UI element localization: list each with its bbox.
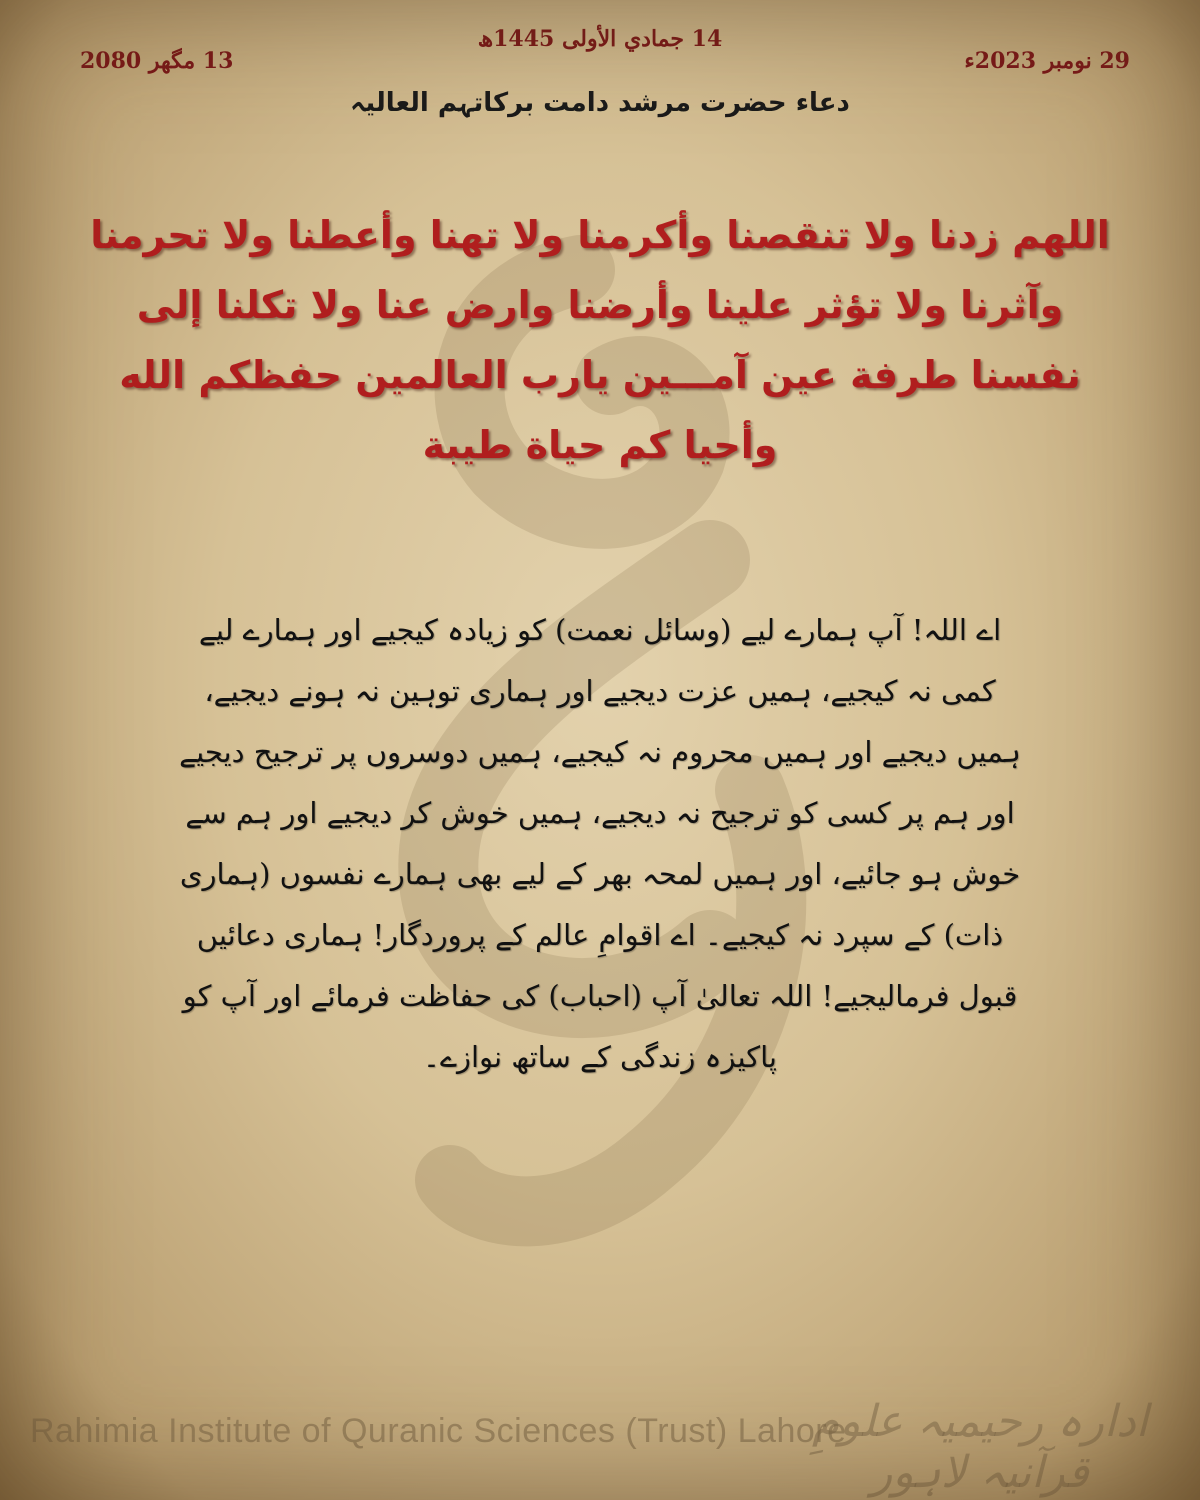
arabic-dua-text: اللهم زدنا ولا تنقصنا وأكرمنا ولا تهنا وأعطنا ولا تحرمنا وآثرنا ولا تؤثر علينا وأرضنا وارض عنا ولا تكلنا إلى نفسنا طرفة عين آمـــين يارب العالمين حفظكم الله وأحيا كم حياة طيبة [90,213,1110,467]
page-title: دعاء حضرت مرشد دامت برکاتہم العالیہ [350,88,850,118]
institute-name-english: Rahimia Institute of Quranic Sciences (Trust) Lahore [30,1412,847,1450]
date-hijri: 14 جمادي الأولى 1445ھ [477,26,723,52]
urdu-translation-text: اے اللہ! آپ ہمارے لیے (وسائل نعمت) کو زیادہ کیجیے اور ہمارے لیے کمی نہ کیجیے، ہمیں عزت دیجیے اور ہماری توہین نہ ہونے دیجیے، ہمیں دیجیے اور ہمیں محروم نہ کیجیے، ہمیں دوسروں پر ترجیح دیجیے اور ہم پر کسی کو ترجیح نہ دیجیے، ہمیں خوش کر دیجیے اور ہم سے خوش ہو جائیے، اور ہمیں لمحہ بھر کے لیے بھی ہمارے نفسوں (ہماری ذات) کے سپرد نہ کیجیے۔ اے اقوامِ عالم کے پروردگار! ہماری دعائیں قبول فرمالیجیے! اللہ تعالیٰ آپ (احباب) کی حفاظت فرمائے اور آپ کو پاکیزہ زندگی کے ساتھ نوازے۔ [179,613,1021,1074]
date-desi: 13 مگھر 2080 [80,48,234,74]
date-gregorian: 29 نومبر 2023ء [964,48,1130,74]
institute-name-urdu-logo: ادارہ رحیمیہ علومِ قرآنیہ لاہور [811,1396,1149,1498]
